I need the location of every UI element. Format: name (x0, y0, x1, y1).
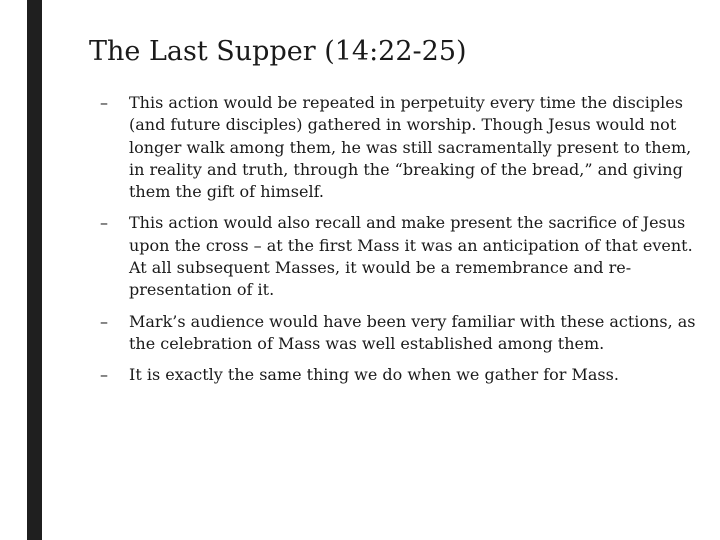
bullet-dash: – (100, 311, 108, 331)
bullet-item (100, 92, 700, 203)
bullet-item (100, 311, 700, 356)
bullet-item (100, 364, 700, 386)
bullet-dash: – (100, 93, 108, 112)
bullet-text: This action would be repeated in perpetuity every time the disciples (and future disciples) gathered in worship. Though Jesus would not longer walk among them, he was still sacramentally present to them, in reality and truth, through the “breaking of the bread,” and giving them the gift of himself. (129, 93, 692, 202)
bullet-text: This action would also recall and make present the sacrifice of Jesus upon the cross – at the first Mass it was an anticipation of that event. At all subsequent Masses, it would be a remembrance and re-presentation of it. (129, 213, 693, 300)
slide-title: The Last Supper (14:22-25) (89, 36, 467, 67)
bullet-list (100, 92, 700, 396)
bullet-text: It is exactly the same thing we do when we gather for Mass. (129, 365, 619, 385)
bullet-item (100, 212, 700, 301)
left-accent-bar (27, 0, 42, 540)
bullet-dash: – (100, 365, 108, 385)
bullet-text: Mark’s audience would have been very familiar with these actions, as the celebration of Mass was well established among them. (129, 311, 696, 353)
bullet-dash: – (100, 213, 108, 233)
